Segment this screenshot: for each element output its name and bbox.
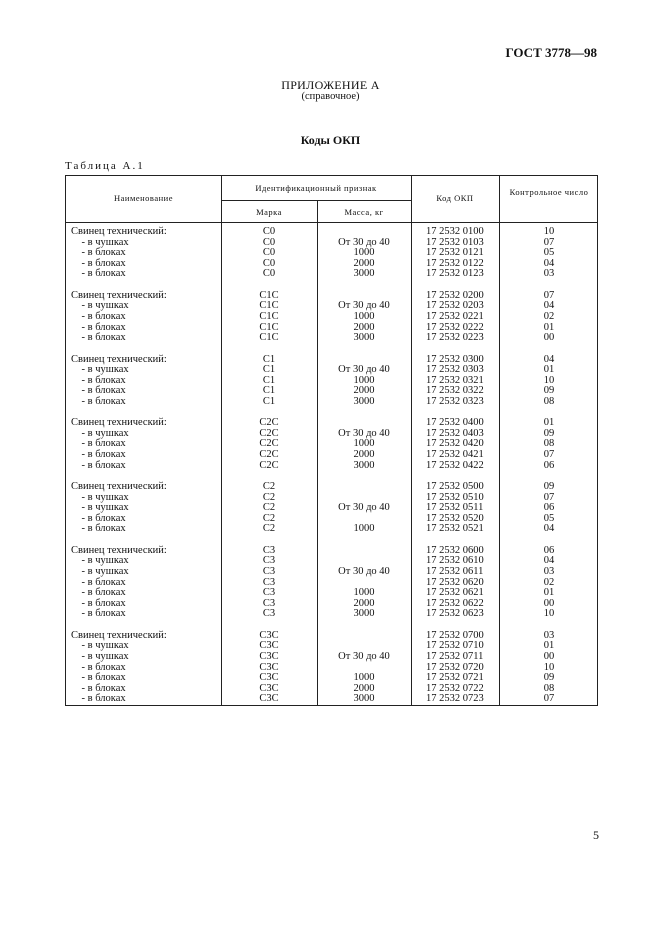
header-divider [221, 200, 411, 201]
standard-number: ГОСТ 3778—98 [505, 45, 597, 60]
cell-mark: С3 [262, 566, 276, 578]
cell-code: 17 2532 0222 [426, 321, 484, 333]
table-row [66, 397, 599, 408]
cell-mark: С3С [259, 640, 279, 652]
cell-check: 01 [543, 640, 555, 652]
cell-check: 05 [543, 512, 555, 524]
cell-code: 17 2532 0510 [426, 491, 484, 503]
cell-name: Свинец технический: [71, 226, 167, 237]
cell-check: 09 [543, 385, 555, 397]
cell-mass: 1000 [353, 587, 375, 599]
cell-code: 17 2532 0221 [426, 310, 484, 322]
cell-mass: От 30 до 40 [338, 364, 390, 376]
cell-code: 17 2532 0723 [426, 693, 484, 705]
table-row [66, 450, 599, 461]
cell-check: 04 [543, 555, 555, 567]
cell-name: - в блоках [71, 661, 126, 673]
okp-codes-table [65, 175, 598, 706]
table-row [66, 567, 599, 578]
cell-mark: С2С [259, 449, 279, 461]
cell-code: 17 2532 0722 [426, 682, 484, 694]
cell-name: - в блоках [71, 682, 126, 694]
cell-check: 04 [543, 353, 555, 365]
header-mass: Масса, кг [344, 207, 384, 217]
cell-check: 00 [543, 650, 555, 662]
page-number: 5 [593, 828, 599, 842]
cell-name: - в блоках [71, 597, 126, 609]
cell-mass: 1000 [353, 438, 375, 450]
cell-code: 17 2532 0520 [426, 512, 484, 524]
table-row [66, 365, 599, 376]
cell-mass: 1000 [353, 672, 375, 684]
header-name: Наименование [114, 193, 173, 203]
cell-mark: С3 [262, 608, 276, 620]
cell-code: 17 2532 0203 [426, 300, 484, 312]
cell-mass: 3000 [353, 608, 375, 620]
cell-mark: С2 [262, 523, 276, 535]
cell-mark: С1 [262, 395, 276, 407]
table-row [66, 503, 599, 514]
cell-check: 06 [543, 544, 555, 556]
cell-name: - в блоках [71, 576, 126, 588]
cell-code: 17 2532 0610 [426, 555, 484, 567]
cell-mark: С0 [262, 268, 276, 280]
cell-code: 17 2532 0521 [426, 523, 484, 535]
cell-name: - в чушках [71, 555, 129, 567]
cell-code: 17 2532 0710 [426, 640, 484, 652]
cell-code: 17 2532 0622 [426, 597, 484, 609]
cell-mark: С0 [262, 236, 276, 248]
cell-name: - в чушках [71, 650, 129, 662]
cell-check: 08 [543, 438, 555, 450]
table-row [66, 386, 599, 397]
cell-mark: С1С [259, 289, 279, 301]
cell-check: 01 [543, 587, 555, 599]
table-row [66, 418, 599, 429]
cell-mark: С3С [259, 682, 279, 694]
table-row [66, 376, 599, 387]
cell-name: - в блоках [71, 587, 126, 599]
table-row [66, 588, 599, 599]
cell-mark: С3 [262, 587, 276, 599]
cell-check: 07 [543, 491, 555, 503]
cell-mass: 3000 [353, 459, 375, 471]
cell-mass: 2000 [353, 682, 375, 694]
cell-name: - в чушках [71, 491, 129, 503]
cell-code: 17 2532 0620 [426, 576, 484, 588]
header-ident: Идентификационный признак [255, 183, 377, 193]
cell-code: 17 2532 0321 [426, 374, 484, 386]
table-row [66, 333, 599, 344]
cell-check: 10 [543, 661, 555, 673]
cell-mark: С1С [259, 332, 279, 344]
header-check: Контрольное число [509, 187, 589, 197]
cell-check: 06 [543, 459, 555, 471]
cell-name: - в блоках [71, 672, 126, 684]
header-code: Код ОКП [436, 193, 474, 203]
cell-code: 17 2532 0623 [426, 608, 484, 620]
cell-code: 17 2532 0103 [426, 236, 484, 248]
cell-code: 17 2532 0323 [426, 395, 484, 407]
cell-mark: С2С [259, 459, 279, 471]
cell-name: - в блоках [71, 512, 126, 524]
cell-mass: 1000 [353, 374, 375, 386]
cell-mark: С2С [259, 438, 279, 450]
cell-check: 10 [543, 226, 555, 237]
cell-check: 04 [543, 523, 555, 535]
cell-mass: 3000 [353, 693, 375, 705]
cell-code: 17 2532 0700 [426, 629, 484, 641]
table-row [66, 514, 599, 525]
table-row [66, 641, 599, 652]
header-mark: Марка [256, 207, 282, 217]
table-row [66, 663, 599, 674]
cell-code: 17 2532 0420 [426, 438, 484, 450]
cell-mark: С3С [259, 693, 279, 705]
cell-mark: С2 [262, 512, 276, 524]
table-row [66, 493, 599, 504]
cell-name: - в блоках [71, 257, 126, 269]
cell-mark: С3 [262, 555, 276, 567]
cell-mass: 2000 [353, 449, 375, 461]
cell-check: 03 [543, 566, 555, 578]
cell-code: 17 2532 0621 [426, 587, 484, 599]
cell-code: 17 2532 0711 [426, 650, 484, 662]
table-row [66, 355, 599, 366]
cell-name: - в чушках [71, 640, 129, 652]
cell-check: 07 [543, 236, 555, 248]
cell-check: 01 [543, 417, 555, 429]
section-title: Коды ОКП [300, 133, 361, 147]
cell-mass: От 30 до 40 [338, 300, 390, 312]
cell-mark: С2 [262, 491, 276, 503]
cell-check: 03 [543, 629, 555, 641]
cell-mark: С1С [259, 310, 279, 322]
cell-mark: С2 [262, 502, 276, 514]
cell-mark: С3С [259, 672, 279, 684]
cell-name: - в блоках [71, 247, 126, 259]
table-row [66, 599, 599, 610]
cell-name: - в блоках [71, 459, 126, 471]
cell-mass: От 30 до 40 [338, 502, 390, 514]
table-row [66, 238, 599, 249]
table-row [66, 323, 599, 334]
cell-code: 17 2532 0403 [426, 427, 484, 439]
cell-mass: От 30 до 40 [338, 566, 390, 578]
cell-name: - в блоках [71, 608, 126, 620]
cell-mark: С1 [262, 385, 276, 397]
cell-check: 10 [543, 374, 555, 386]
cell-mass: 3000 [353, 395, 375, 407]
cell-name: Свинец технический: [71, 544, 167, 556]
table-row [66, 461, 599, 472]
cell-mark: С2С [259, 427, 279, 439]
cell-mark: С1С [259, 321, 279, 333]
cell-check: 01 [543, 364, 555, 376]
cell-mark: С2С [259, 417, 279, 429]
cell-mass: 2000 [353, 597, 375, 609]
cell-name: - в чушках [71, 502, 129, 514]
cell-name: - в блоках [71, 438, 126, 450]
table-row [66, 524, 599, 535]
cell-name: Свинец технический: [71, 629, 167, 641]
cell-check: 08 [543, 395, 555, 407]
cell-mark: С3С [259, 629, 279, 641]
cell-code: 17 2532 0611 [426, 566, 484, 578]
cell-name: - в блоках [71, 332, 126, 344]
cell-mark: С3 [262, 544, 276, 556]
cell-name: Свинец технический: [71, 417, 167, 429]
table-row [66, 269, 599, 280]
cell-code: 17 2532 0100 [426, 226, 484, 237]
table-row [66, 673, 599, 684]
cell-mass: От 30 до 40 [338, 427, 390, 439]
cell-mark: С2 [262, 481, 276, 493]
cell-name: - в чушках [71, 364, 129, 376]
cell-code: 17 2532 0223 [426, 332, 484, 344]
cell-code: 17 2532 0322 [426, 385, 484, 397]
cell-check: 02 [543, 576, 555, 588]
cell-name: - в блоках [71, 395, 126, 407]
cell-mark: С3 [262, 576, 276, 588]
table-row [66, 652, 599, 663]
cell-name: - в блоках [71, 268, 126, 280]
cell-name: - в блоках [71, 523, 126, 535]
table-row [66, 301, 599, 312]
cell-code: 17 2532 0400 [426, 417, 484, 429]
cell-mass: 1000 [353, 247, 375, 259]
cell-code: 17 2532 0422 [426, 459, 484, 471]
cell-check: 09 [543, 672, 555, 684]
cell-code: 17 2532 0121 [426, 247, 484, 259]
table-row [66, 578, 599, 589]
cell-mark: С0 [262, 226, 276, 237]
cell-check: 00 [543, 332, 555, 344]
table-row [66, 259, 599, 270]
cell-mark: С0 [262, 247, 276, 259]
cell-code: 17 2532 0511 [426, 502, 484, 514]
table-row [66, 429, 599, 440]
cell-name: - в чушках [71, 427, 129, 439]
cell-check: 03 [543, 268, 555, 280]
table-label: Таблица А.1 [65, 160, 145, 172]
table-row [66, 439, 599, 450]
cell-check: 05 [543, 247, 555, 259]
cell-mark: С1 [262, 364, 276, 376]
table-row [66, 609, 599, 620]
table-row [66, 291, 599, 302]
cell-code: 17 2532 0123 [426, 268, 484, 280]
cell-code: 17 2532 0421 [426, 449, 484, 461]
cell-mass: 3000 [353, 332, 375, 344]
table-row [66, 631, 599, 642]
cell-code: 17 2532 0300 [426, 353, 484, 365]
cell-check: 02 [543, 310, 555, 322]
cell-code: 17 2532 0721 [426, 672, 484, 684]
cell-mass: 2000 [353, 321, 375, 333]
cell-check: 08 [543, 682, 555, 694]
table-row [66, 227, 599, 238]
cell-check: 10 [543, 608, 555, 620]
cell-mass: От 30 до 40 [338, 650, 390, 662]
cell-name: - в блоках [71, 310, 126, 322]
cell-check: 09 [543, 427, 555, 439]
cell-name: - в блоках [71, 321, 126, 333]
table-row [66, 546, 599, 557]
cell-name: Свинец технический: [71, 481, 167, 493]
table-row [66, 556, 599, 567]
table-row [66, 482, 599, 493]
cell-check: 06 [543, 502, 555, 514]
table-row [66, 248, 599, 259]
cell-mass: От 30 до 40 [338, 236, 390, 248]
cell-check: 07 [543, 289, 555, 301]
cell-mass: 1000 [353, 310, 375, 322]
cell-name: - в блоках [71, 449, 126, 461]
cell-name: - в чушках [71, 566, 129, 578]
cell-mass: 1000 [353, 523, 375, 535]
table-row [66, 684, 599, 695]
cell-mark: С3С [259, 650, 279, 662]
cell-check: 01 [543, 321, 555, 333]
cell-check: 07 [543, 449, 555, 461]
cell-code: 17 2532 0200 [426, 289, 484, 301]
cell-mass: 2000 [353, 385, 375, 397]
cell-code: 17 2532 0600 [426, 544, 484, 556]
table-row [66, 312, 599, 323]
table-row [66, 694, 599, 705]
cell-mark: С0 [262, 257, 276, 269]
cell-mark: С1 [262, 374, 276, 386]
cell-code: 17 2532 0500 [426, 481, 484, 493]
cell-check: 00 [543, 597, 555, 609]
table-body [66, 227, 599, 705]
cell-code: 17 2532 0122 [426, 257, 484, 269]
cell-check: 09 [543, 481, 555, 493]
cell-name: Свинец технический: [71, 353, 167, 365]
cell-mark: С3С [259, 661, 279, 673]
appendix-type: (справочное) [301, 91, 360, 102]
cell-check: 07 [543, 693, 555, 705]
cell-name: - в блоках [71, 385, 126, 397]
appendix-title: ПРИЛОЖЕНИЕ А [281, 78, 380, 92]
cell-name: - в чушках [71, 236, 129, 248]
cell-name: - в блоках [71, 693, 126, 705]
cell-mark: С1 [262, 353, 276, 365]
cell-name: - в блоках [71, 374, 126, 386]
cell-mark: С1С [259, 300, 279, 312]
cell-check: 04 [543, 257, 555, 269]
cell-mark: С3 [262, 597, 276, 609]
cell-name: Свинец технический: [71, 289, 167, 301]
header-bottom-line [66, 222, 597, 223]
cell-mass: 2000 [353, 257, 375, 269]
cell-code: 17 2532 0303 [426, 364, 484, 376]
cell-name: - в чушках [71, 300, 129, 312]
cell-mass: 3000 [353, 268, 375, 280]
cell-check: 04 [543, 300, 555, 312]
cell-code: 17 2532 0720 [426, 661, 484, 673]
